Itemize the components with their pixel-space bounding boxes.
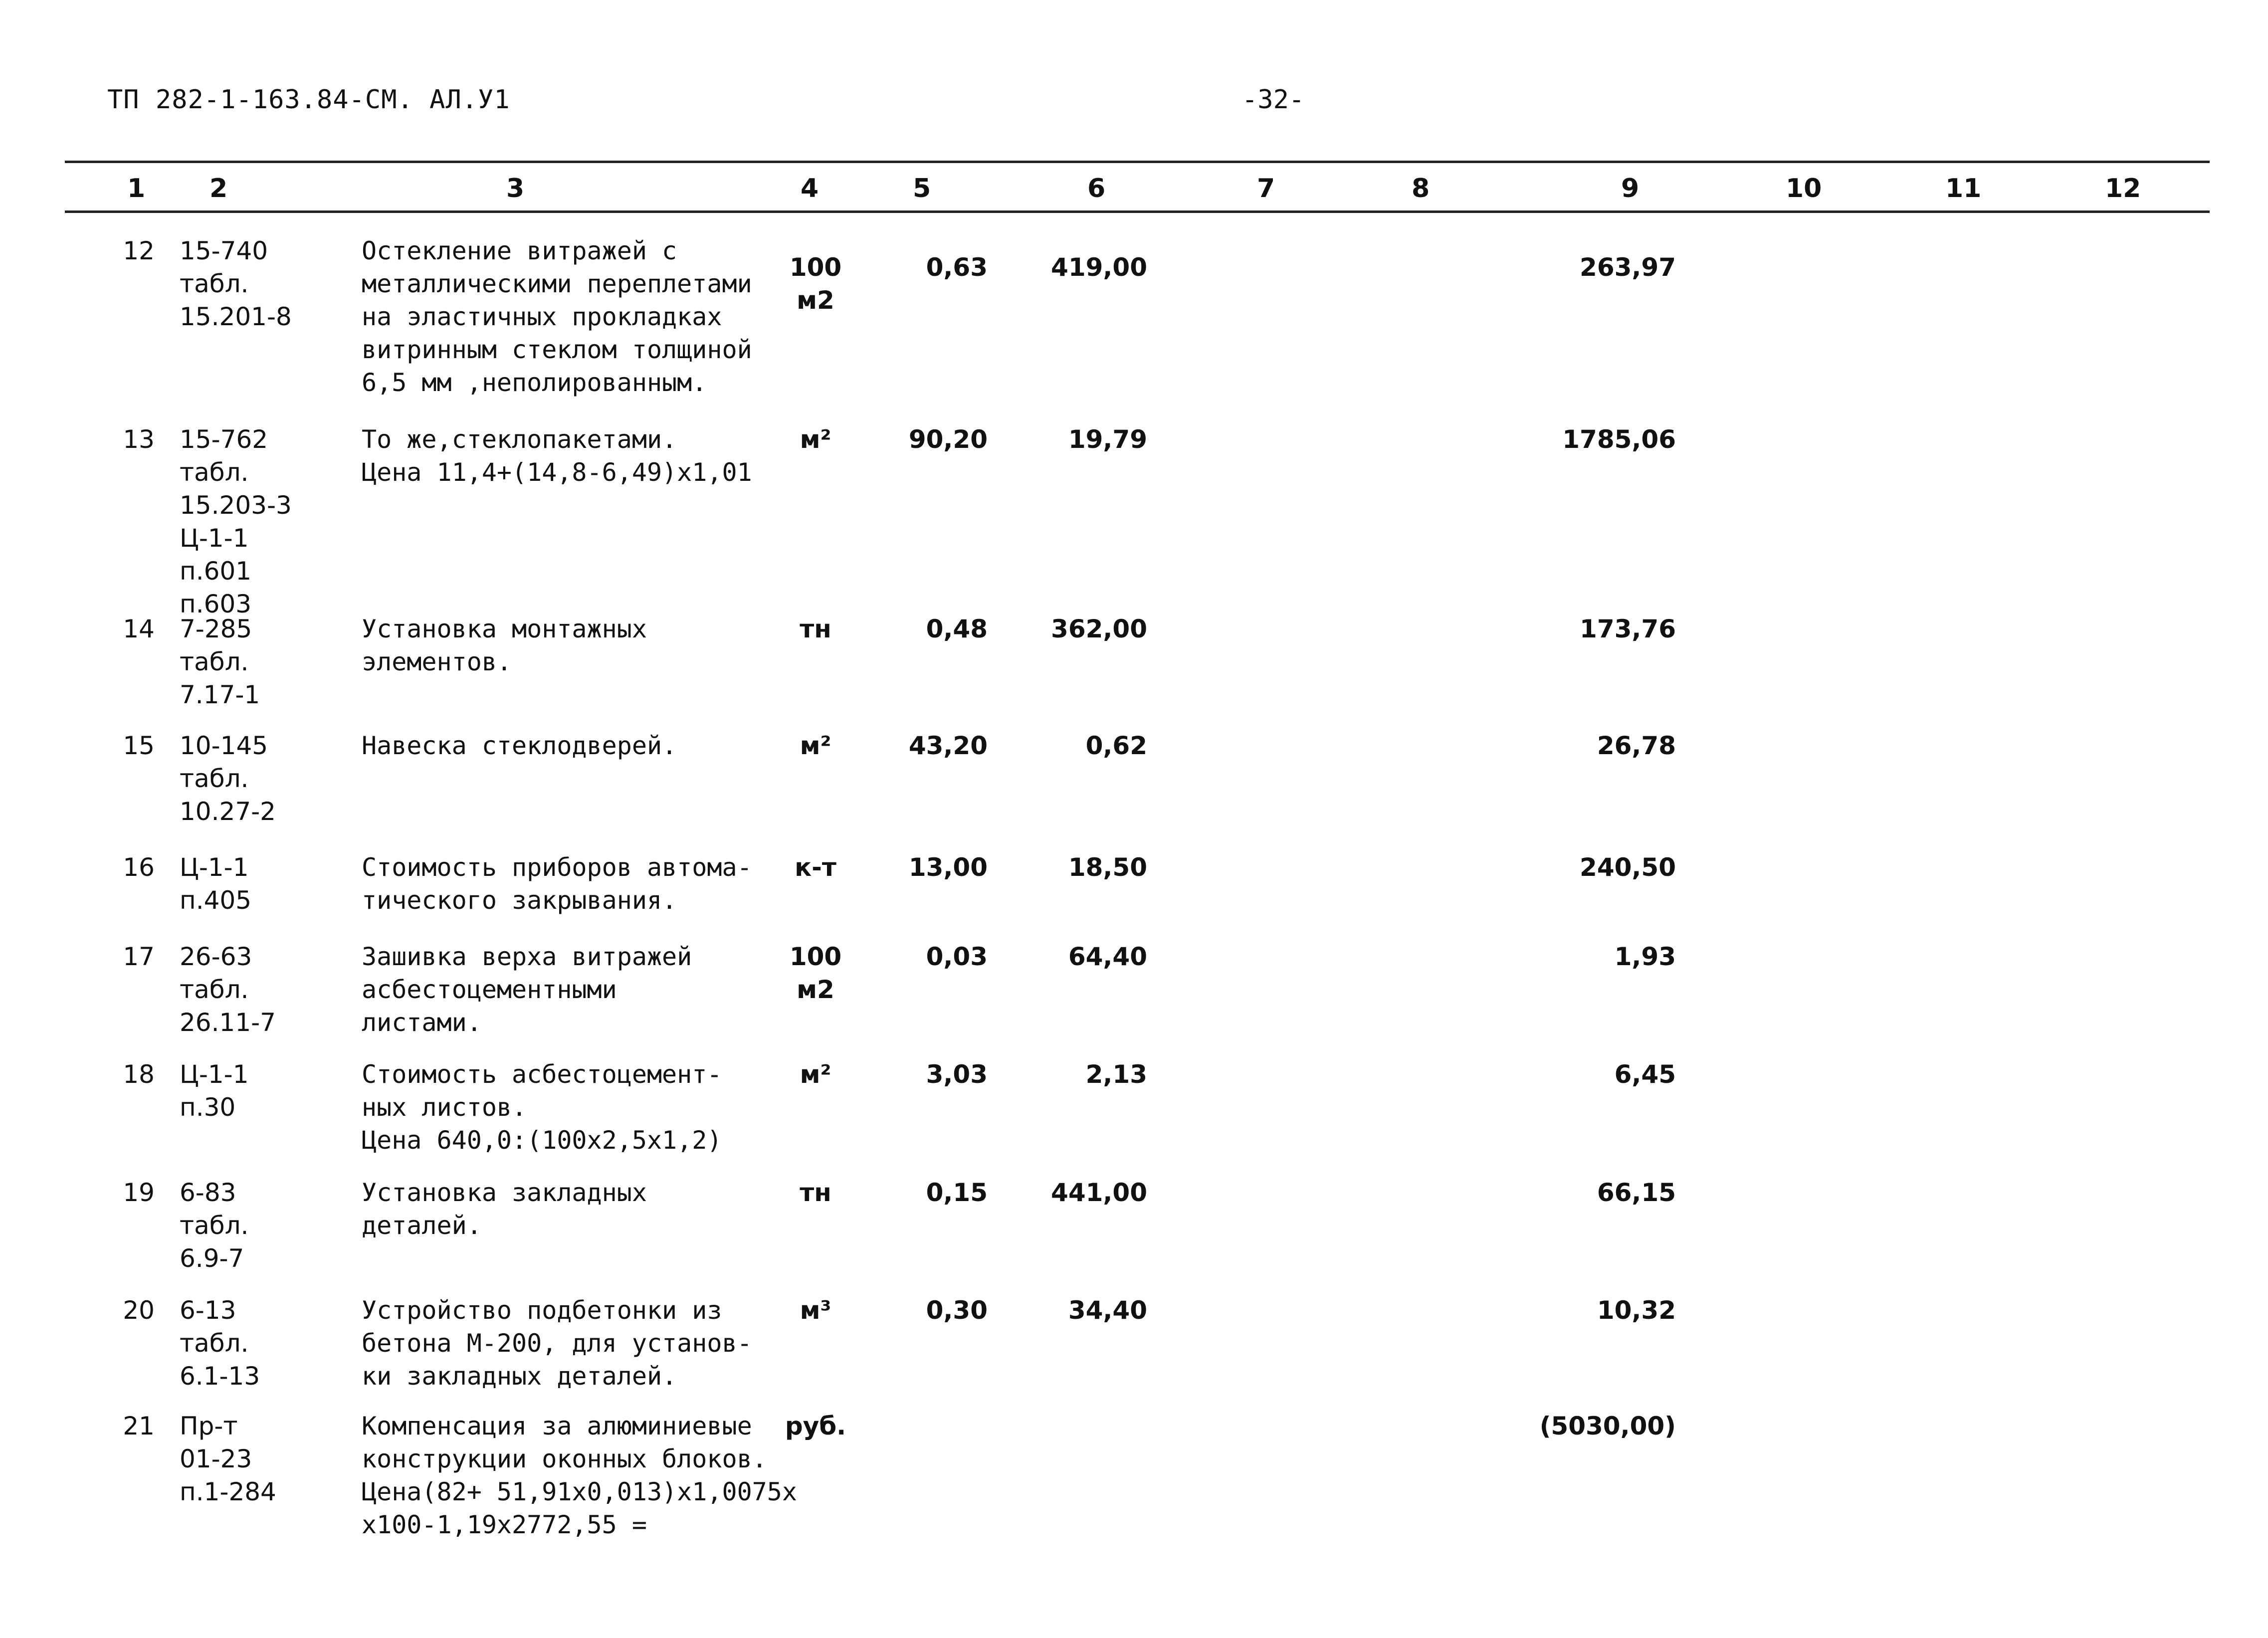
work-description-line: Установка закладных	[362, 1178, 647, 1207]
rate-code	[180, 613, 260, 711]
total-cost: (5030,00)	[1539, 1412, 1676, 1440]
rate-code	[180, 1410, 276, 1508]
rate-code-line: 15.203-3	[180, 491, 292, 520]
unit-line: руб.	[785, 1412, 846, 1440]
work-description	[362, 940, 692, 1039]
rate-code	[180, 234, 292, 333]
total-cost: 1785,06	[1562, 425, 1676, 454]
rate-code-line: п.405	[180, 886, 252, 915]
rate-code-line: 7-285	[180, 614, 252, 643]
rate-code	[180, 1058, 249, 1124]
rate-code-line: 15-762	[180, 425, 268, 454]
work-description-line: ки закладных деталей.	[362, 1362, 677, 1391]
quantity: 0,48	[926, 614, 988, 643]
total-cost: 10,32	[1597, 1296, 1676, 1325]
unit-line: тн	[800, 614, 831, 643]
work-description-line: элементов.	[362, 647, 512, 676]
column-header-8: 8	[1412, 174, 1430, 204]
work-description-line: Остекление витражей с	[362, 236, 677, 265]
rate-code-line: 10.27-2	[180, 797, 276, 826]
rate-code-line: Ц-1-1	[180, 1060, 249, 1089]
work-description-line: Стоимость асбестоцемент-	[362, 1060, 722, 1089]
rate-code-line: 26-63	[180, 942, 252, 971]
rate-code-line: 6.1-13	[180, 1362, 260, 1391]
unit	[783, 940, 848, 1006]
row-number: 16	[123, 853, 155, 882]
rate-code	[180, 851, 251, 917]
rate-code-line: 15.201-8	[180, 302, 292, 331]
work-description	[362, 1058, 722, 1157]
rate-code-line: табл.	[180, 269, 249, 298]
unit	[783, 613, 848, 645]
unit-price: 18,50	[1068, 853, 1147, 882]
unit	[783, 1058, 848, 1091]
row-number: 15	[123, 731, 155, 760]
column-header-9: 9	[1621, 174, 1640, 204]
work-description	[362, 423, 752, 489]
quantity: 43,20	[908, 731, 988, 760]
unit	[783, 251, 848, 317]
work-description-line: х100-1,19х2772,55 =	[362, 1510, 647, 1539]
page-number: -32-	[1242, 85, 1305, 115]
work-description-line: Установка монтажных	[362, 614, 647, 643]
work-description	[362, 613, 647, 678]
unit	[783, 1410, 848, 1442]
rate-code	[180, 1294, 260, 1393]
column-header-1: 1	[127, 174, 146, 204]
rate-code-line: п.601	[180, 557, 252, 586]
rate-code-line: п.603	[180, 590, 252, 618]
unit-line: м²	[800, 425, 831, 454]
column-header-12: 12	[2105, 174, 2141, 204]
work-description-line: ных листов.	[362, 1093, 527, 1122]
row-number: 14	[123, 614, 155, 643]
column-header-6: 6	[1087, 174, 1106, 204]
work-description-line: на эластичных прокладках	[362, 302, 722, 331]
rate-code-line: 26.11-7	[180, 1008, 276, 1037]
work-description-line: витринным стеклом толщиной	[362, 335, 752, 364]
rate-code-line: табл.	[180, 1329, 249, 1358]
unit-price: 34,40	[1068, 1296, 1147, 1325]
unit-line: 100	[789, 942, 842, 971]
rate-code-line: Ц-1-1	[180, 853, 249, 882]
work-description	[362, 1294, 752, 1393]
unit-price: 2,13	[1085, 1060, 1147, 1089]
rate-code-line: 6.9-7	[180, 1244, 244, 1273]
unit	[783, 851, 848, 884]
rate-code-line: Пр-т	[180, 1412, 238, 1440]
row-number: 21	[123, 1412, 155, 1440]
unit-line: м²	[800, 1060, 831, 1089]
quantity: 0,03	[926, 942, 988, 971]
rate-code-line: табл.	[180, 975, 249, 1004]
unit-line: м2	[797, 286, 834, 315]
row-number: 19	[123, 1178, 155, 1207]
quantity: 0,30	[926, 1296, 988, 1325]
unit-line: тн	[800, 1178, 831, 1207]
unit-line: к-т	[795, 853, 836, 882]
work-description-line: Стоимость приборов автома-	[362, 853, 752, 882]
unit-line: м²	[800, 731, 831, 760]
work-description-line: тического закрывания.	[362, 886, 677, 915]
rate-code-line: 10-145	[180, 731, 268, 760]
rate-code	[180, 423, 292, 620]
total-cost: 240,50	[1580, 853, 1676, 882]
work-description-line: асбестоцементными	[362, 975, 617, 1004]
work-description-line: металлическими переплетами	[362, 269, 752, 298]
column-header-5: 5	[913, 174, 931, 204]
rate-code-line: табл.	[180, 458, 249, 487]
work-description-line: Цена 11,4+(14,8-6,49)х1,01	[362, 458, 752, 487]
row-number: 13	[123, 425, 155, 454]
total-cost: 263,97	[1580, 253, 1676, 282]
column-header-2: 2	[209, 174, 228, 204]
total-cost: 66,15	[1597, 1178, 1676, 1207]
work-description-line: 6,5 мм ,неполированным.	[362, 368, 707, 397]
work-description-line: листами.	[362, 1008, 482, 1037]
unit-line: м2	[797, 975, 834, 1004]
unit-line: 100	[789, 253, 842, 282]
quantity: 90,20	[908, 425, 988, 454]
rate-code-line: табл.	[180, 647, 249, 676]
work-description	[362, 1176, 647, 1242]
total-cost: 1,93	[1614, 942, 1676, 971]
rate-code-line: 6-83	[180, 1178, 236, 1207]
column-header-11: 11	[1945, 174, 1982, 204]
total-cost: 173,76	[1580, 614, 1676, 643]
work-description	[362, 729, 677, 762]
unit	[783, 1294, 848, 1327]
rate-code	[180, 1176, 248, 1275]
document-code: ТП 282-1-163.84-СМ. АЛ.У1	[107, 85, 510, 115]
work-description-line: Цена 640,0:(100х2,5х1,2)	[362, 1126, 722, 1155]
row-number: 17	[123, 942, 155, 971]
rate-code-line: табл.	[180, 1211, 249, 1240]
unit-price: 19,79	[1068, 425, 1147, 454]
unit	[783, 1176, 848, 1209]
work-description-line: Устройство подбетонки из	[362, 1296, 722, 1325]
work-description-line: бетона М-200, для установ-	[362, 1329, 752, 1358]
total-cost: 6,45	[1614, 1060, 1676, 1089]
work-description-line: деталей.	[362, 1211, 482, 1240]
rate-code-line: 7.17-1	[180, 680, 260, 709]
column-header-10: 10	[1786, 174, 1822, 204]
row-number: 12	[123, 236, 155, 265]
row-number: 20	[123, 1296, 155, 1325]
row-number: 18	[123, 1060, 155, 1089]
rate-code-line: Ц-1-1	[180, 524, 249, 553]
quantity: 0,63	[926, 253, 988, 282]
unit-price: 0,62	[1085, 731, 1147, 760]
quantity: 0,15	[926, 1178, 988, 1207]
rate-code-line: табл.	[180, 764, 249, 793]
rate-code-line: п.30	[180, 1093, 236, 1122]
rate-code	[180, 729, 276, 828]
work-description-line: конструкции оконных блоков.	[362, 1444, 767, 1473]
unit-price: 64,40	[1068, 942, 1147, 971]
work-description	[362, 234, 752, 399]
unit	[783, 423, 848, 456]
unit-price: 419,00	[1051, 253, 1147, 282]
rate-code-line: 15-740	[180, 236, 268, 265]
unit-line: м³	[800, 1296, 831, 1325]
work-description-line: Зашивка верха витражей	[362, 942, 692, 971]
unit	[783, 729, 848, 762]
work-description-line: Навеска стеклодверей.	[362, 731, 677, 760]
rate-code-line: 01-23	[180, 1444, 252, 1473]
header-rule-top	[65, 161, 2210, 163]
rate-code-line: 6-13	[180, 1296, 236, 1325]
quantity: 3,03	[926, 1060, 988, 1089]
work-description-line: Компенсация за алюминиевые	[362, 1412, 752, 1440]
column-header-3: 3	[506, 174, 525, 204]
rate-code	[180, 940, 276, 1039]
unit-price: 441,00	[1051, 1178, 1147, 1207]
column-header-4: 4	[801, 174, 819, 204]
work-description-line: То же,стеклопакетами.	[362, 425, 677, 454]
work-description	[362, 851, 752, 917]
column-header-7: 7	[1257, 174, 1275, 204]
rate-code-line: п.1-284	[180, 1477, 276, 1506]
unit-price: 362,00	[1051, 614, 1147, 643]
work-description	[362, 1410, 797, 1541]
work-description-line: Цена(82+ 51,91х0,013)х1,0075х	[362, 1477, 797, 1506]
header-rule-bottom	[65, 210, 2210, 213]
quantity: 13,00	[908, 853, 988, 882]
total-cost: 26,78	[1597, 731, 1676, 760]
